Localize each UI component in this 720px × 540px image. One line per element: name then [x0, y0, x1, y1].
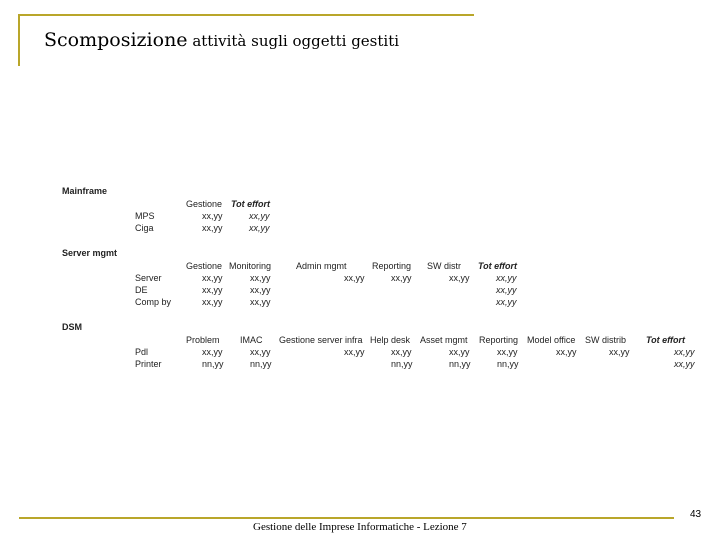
left-rule — [18, 14, 20, 66]
table-cell: xx,yy — [391, 347, 412, 357]
table-cell: xx,yy — [449, 347, 470, 357]
table-cell-total: xx,yy — [674, 359, 695, 369]
table-cell: xx,yy — [202, 223, 223, 233]
column-header: Asset mgmt — [420, 335, 468, 345]
table-cell: xx,yy — [344, 273, 365, 283]
title-main: Scomposizione — [44, 29, 188, 51]
table-cell: nn,yy — [250, 359, 272, 369]
column-header: Gestione — [186, 261, 223, 271]
row-label: Ciga — [135, 223, 154, 233]
page-number: 43 — [690, 509, 702, 520]
column-header: Reporting — [479, 335, 519, 345]
table-cell: xx,yy — [250, 285, 271, 295]
table-cell: nn,yy — [391, 359, 413, 369]
top-rule — [19, 14, 474, 16]
row-label: Server — [135, 273, 162, 283]
table-cell-total: xx,yy — [674, 347, 695, 357]
table-cell: xx,yy — [497, 347, 518, 357]
table-cell: xx,yy — [250, 347, 271, 357]
table-cell: xx,yy — [202, 347, 223, 357]
column-header: Help desk — [370, 335, 411, 345]
table-cell-total: xx,yy — [496, 273, 517, 283]
table-cell: xx,yy — [556, 347, 577, 357]
table-cell: xx,yy — [609, 347, 630, 357]
bottom-rule — [19, 517, 674, 519]
column-header: Reporting — [372, 261, 412, 271]
table-cell-total: xx,yy — [249, 211, 270, 221]
table-cell: xx,yy — [202, 297, 223, 307]
table-cell: xx,yy — [202, 211, 223, 221]
table-cell: xx,yy — [391, 273, 412, 283]
table-cell: xx,yy — [202, 273, 223, 283]
footer-text: Gestione delle Imprese Informatiche - Lezione 7 — [253, 521, 467, 533]
section-mainframe: Mainframe — [62, 186, 108, 196]
table-cell: xx,yy — [449, 273, 470, 283]
table-cell: nn,yy — [449, 359, 471, 369]
section-dsm: DSM — [62, 322, 82, 332]
column-header-total: Tot effort — [646, 335, 685, 345]
section-server-mgmt: Server mgmt — [62, 248, 118, 258]
table-cell: xx,yy — [202, 285, 223, 295]
column-header-total: Tot effort — [478, 261, 517, 271]
row-label: Comp by — [135, 297, 172, 307]
row-label: Pdl — [135, 347, 149, 357]
row-label: MPS — [135, 211, 155, 221]
table-cell: xx,yy — [344, 347, 365, 357]
table-cell: nn,yy — [202, 359, 224, 369]
slide-title — [44, 29, 399, 51]
row-label: DE — [135, 285, 148, 295]
table-cell-total: xx,yy — [249, 223, 270, 233]
column-header: Model office — [527, 335, 576, 345]
column-header: SW distr — [427, 261, 462, 271]
column-header: Monitoring — [229, 261, 272, 271]
table-cell-total: xx,yy — [496, 285, 517, 295]
column-header: Gestione — [186, 199, 223, 209]
row-label: Printer — [135, 359, 162, 369]
title-sub: attività sugli oggetti gestiti — [187, 32, 400, 50]
table-cell: xx,yy — [250, 297, 271, 307]
column-header: IMAC — [240, 335, 263, 345]
column-header: Gestione server infra — [279, 335, 363, 345]
table-cell-total: xx,yy — [496, 297, 517, 307]
column-header-total: Tot effort — [231, 199, 270, 209]
column-header: Problem — [186, 335, 220, 345]
column-header: Admin mgmt — [296, 261, 347, 271]
table-cell: xx,yy — [250, 273, 271, 283]
column-header: SW distrib — [585, 335, 627, 345]
table-cell: nn,yy — [497, 359, 519, 369]
